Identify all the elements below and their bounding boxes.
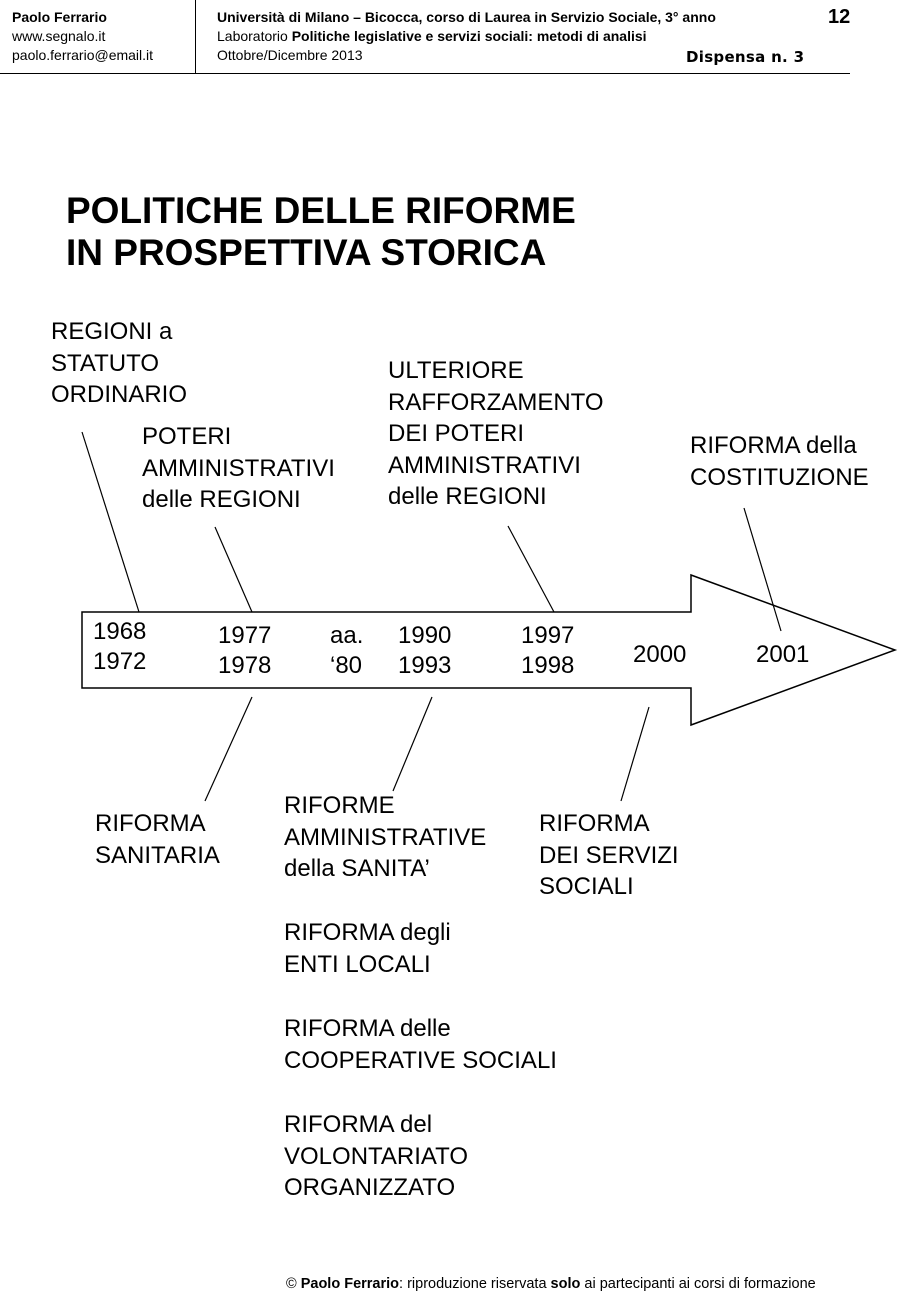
author-email: paolo.ferrario@email.it bbox=[12, 47, 154, 63]
year-1968-1972: 1968 1972 bbox=[93, 618, 147, 675]
label-riforma-cooperative-sociali: RIFORMA delle COOPERATIVE SOCIALI bbox=[284, 1015, 557, 1074]
connector-riforma-sanitaria bbox=[205, 697, 252, 801]
author-website: www.segnalo.it bbox=[12, 28, 106, 44]
footer-copyright: © Paolo Ferrario: riproduzione riservata solo ai partecipanti ai corsi di formazione bbox=[286, 1276, 816, 1292]
label-riforma-volontariato: RIFORMA del VOLONTARIATO ORGANIZZATO bbox=[284, 1111, 469, 1201]
connector-riforma-servizi-sociali bbox=[621, 707, 649, 801]
connector-regioni-statuto bbox=[82, 432, 139, 612]
label-riforma-enti-locali: RIFORMA degli ENTI LOCALI bbox=[284, 919, 451, 978]
year-1977-1978: 1977 1978 bbox=[218, 622, 272, 679]
period-line: Ottobre/Dicembre 2013 bbox=[217, 47, 363, 63]
label-regioni-statuto-ordinario: REGIONI a STATUTO ORDINARIO bbox=[51, 318, 188, 408]
title-line-1: POLITICHE DELLE RIFORME bbox=[66, 190, 576, 231]
footer-solo: solo bbox=[550, 1276, 581, 1292]
year-2001: 2001 bbox=[756, 641, 810, 668]
connector-ulteriore-rafforzamento bbox=[508, 526, 554, 612]
label-riforma-sanitaria: RIFORMA SANITARIA bbox=[95, 810, 220, 869]
page-number: 12 bbox=[828, 6, 851, 28]
university-line: Università di Milano – Bicocca, corso di Laurea in Servizio Sociale, 3° anno bbox=[217, 9, 716, 25]
author-name: Paolo Ferrario bbox=[12, 9, 107, 25]
lab-title: Politiche legislative e servizi sociali: metodi di analisi bbox=[291, 28, 647, 44]
title-line-2: IN PROSPETTIVA STORICA bbox=[66, 232, 547, 273]
year-anni-80: aa. ‘80 bbox=[330, 622, 364, 679]
label-riforma-servizi-sociali: RIFORMA DEI SERVIZI SOCIALI bbox=[539, 810, 679, 900]
label-ulteriore-rafforzamento: ULTERIORE RAFFORZAMENTO DEI POTERI AMMINISTRATIVI delle REGIONI bbox=[388, 357, 604, 510]
year-1997-1998: 1997 1998 bbox=[521, 622, 575, 679]
label-poteri-amministrativi: POTERI AMMINISTRATIVI delle REGIONI bbox=[142, 423, 335, 513]
lab-prefix: Laboratorio bbox=[217, 28, 292, 44]
footer-author: Paolo Ferrario bbox=[300, 1276, 400, 1292]
year-2000: 2000 bbox=[633, 641, 687, 668]
label-riforma-costituzione: RIFORMA della COSTITUZIONE bbox=[690, 432, 869, 491]
year-1990-1993: 1990 1993 bbox=[398, 622, 452, 679]
connector-poteri-amministrativi bbox=[215, 527, 252, 612]
label-riforme-amministrative-sanita: RIFORME AMMINISTRATIVE della SANITA’ bbox=[284, 792, 487, 882]
connector-riforme-amministrative bbox=[393, 697, 432, 791]
dispensa-label: Dispensa n. 3 bbox=[686, 48, 805, 66]
